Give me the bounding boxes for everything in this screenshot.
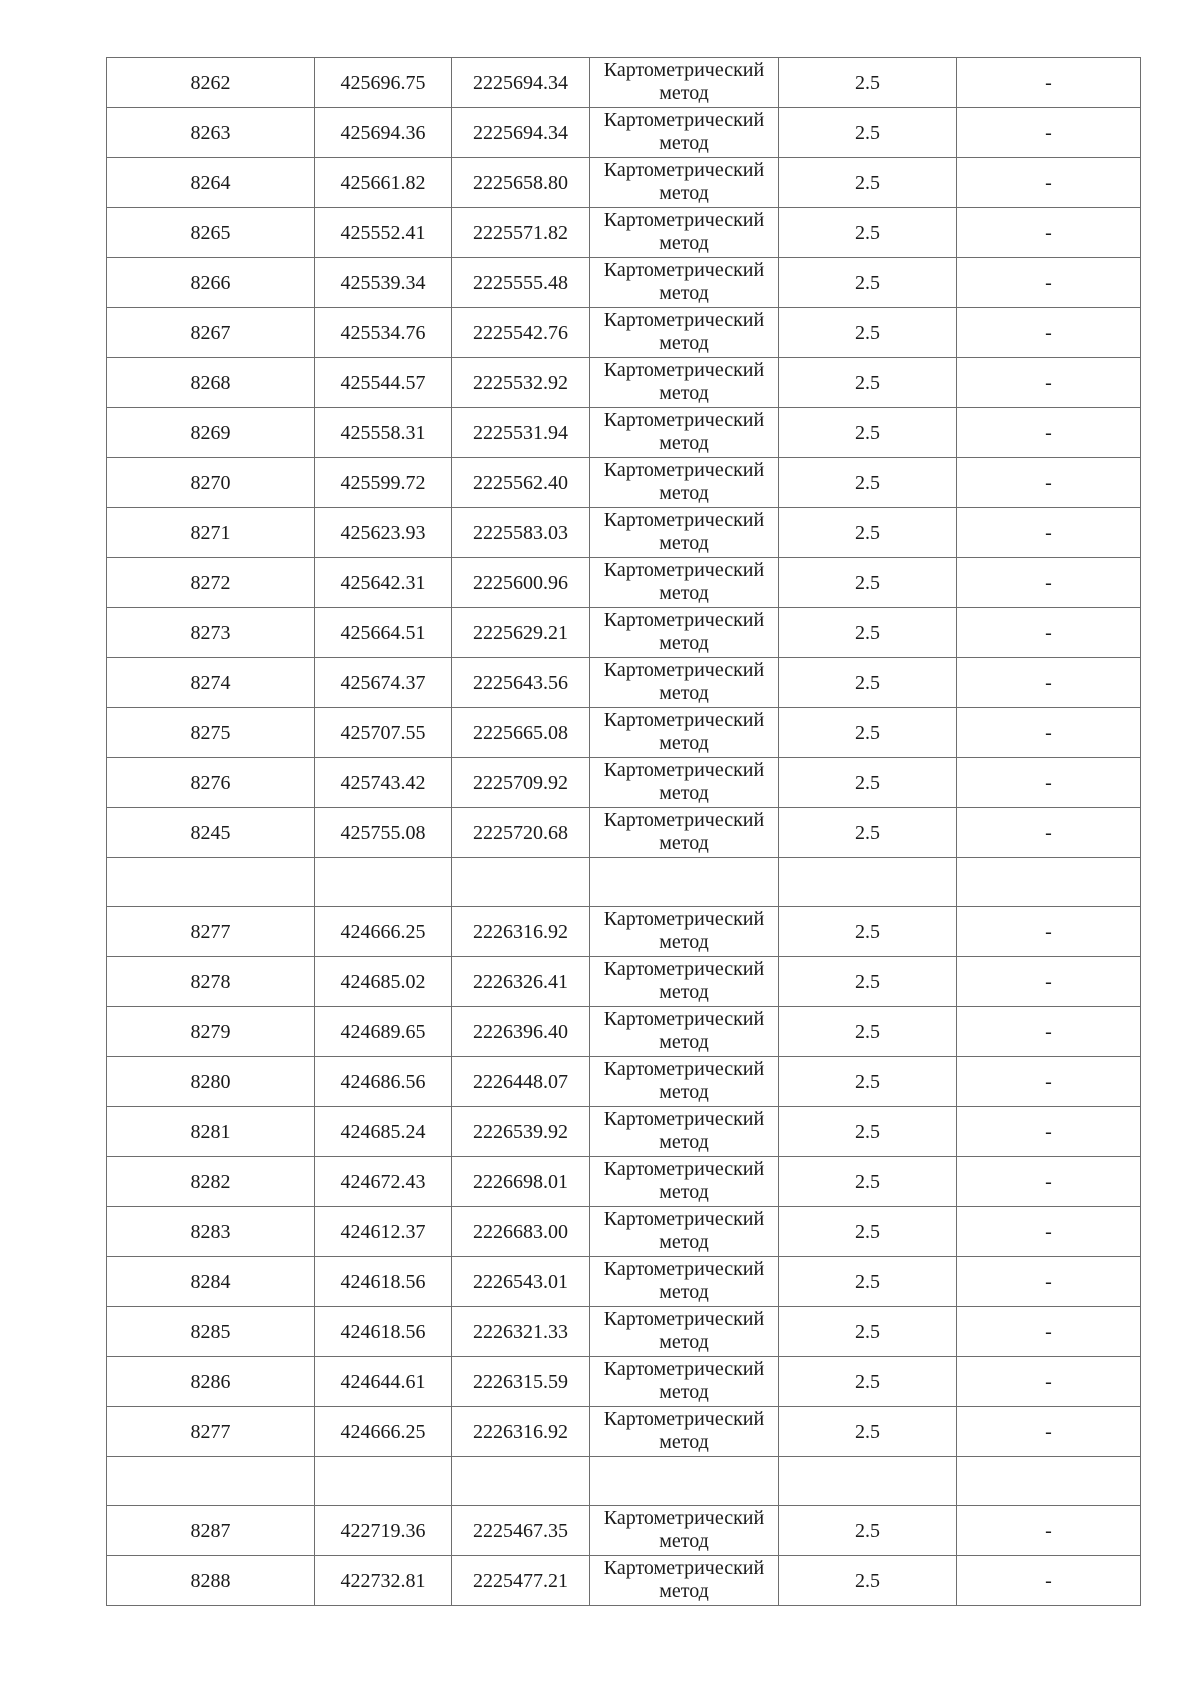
x-coordinate-cell: 422732.81 [315,1556,452,1606]
point-number-cell: 8287 [107,1506,315,1556]
note-cell: - [957,308,1141,358]
x-coordinate-cell: 424644.61 [315,1357,452,1407]
accuracy-cell: 2.5 [779,1407,957,1457]
accuracy-cell: 2.5 [779,1556,957,1606]
method-text-line: Картометрический [603,459,765,481]
note-cell: - [957,957,1141,1007]
x-coordinate-cell: 425694.36 [315,108,452,158]
x-coordinate-cell: 424666.25 [315,907,452,957]
y-coordinate-cell: 2225665.08 [452,708,590,758]
note-cell: - [957,1007,1141,1057]
y-coordinate-cell: 2225643.56 [452,658,590,708]
note-cell: - [957,408,1141,458]
note-cell: - [957,258,1141,308]
note-cell: - [957,508,1141,558]
table-row [107,58,1141,108]
x-coordinate-cell: 425743.42 [315,758,452,808]
method-text-line: Картометрический [603,709,765,731]
table-row [107,658,1141,708]
note-cell: - [957,1506,1141,1556]
method-text-line: метод [659,732,709,754]
point-number-cell: 8283 [107,1207,315,1257]
method-text-line: Картометрический [603,659,765,681]
method-text-line: метод [659,582,709,604]
method-text-line: Картометрический [603,1158,765,1180]
method-cell [590,258,779,308]
y-coordinate-cell: 2226315.59 [452,1357,590,1407]
x-coordinate-cell: 425755.08 [315,808,452,858]
point-number-cell: 8274 [107,658,315,708]
table-row [107,558,1141,608]
table-row [107,408,1141,458]
point-number-cell: 8245 [107,808,315,858]
method-text-line: Картометрический [603,908,765,930]
method-text-line: метод [659,1331,709,1353]
method-text-line: Картометрический [603,1208,765,1230]
method-cell [590,1007,779,1057]
empty-cell [590,858,779,907]
empty-cell [315,858,452,907]
method-text-line: метод [659,682,709,704]
note-cell: - [957,208,1141,258]
empty-cell [107,858,315,907]
x-coordinate-cell: 422719.36 [315,1506,452,1556]
y-coordinate-cell: 2225629.21 [452,608,590,658]
method-cell [590,208,779,258]
accuracy-cell: 2.5 [779,1357,957,1407]
table-row [107,258,1141,308]
point-number-cell: 8277 [107,907,315,957]
y-coordinate-cell: 2225562.40 [452,458,590,508]
point-number-cell: 8271 [107,508,315,558]
note-cell: - [957,458,1141,508]
method-text-line: Картометрический [603,1008,765,1030]
method-text-line: Картометрический [603,1058,765,1080]
method-cell [590,358,779,408]
point-number-cell: 8279 [107,1007,315,1057]
point-number-cell: 8281 [107,1107,315,1157]
method-text-line: метод [659,632,709,654]
accuracy-cell: 2.5 [779,1007,957,1057]
empty-cell [779,1457,957,1506]
point-number-cell: 8288 [107,1556,315,1606]
y-coordinate-cell: 2226539.92 [452,1107,590,1157]
accuracy-cell: 2.5 [779,408,957,458]
note-cell: - [957,158,1141,208]
method-cell [590,1107,779,1157]
y-coordinate-cell: 2225542.76 [452,308,590,358]
x-coordinate-cell: 425664.51 [315,608,452,658]
method-text-line: метод [659,382,709,404]
empty-cell [107,1457,315,1506]
table-row [107,508,1141,558]
accuracy-cell: 2.5 [779,1506,957,1556]
accuracy-cell: 2.5 [779,957,957,1007]
method-cell [590,408,779,458]
note-cell: - [957,708,1141,758]
method-cell [590,907,779,957]
point-number-cell: 8270 [107,458,315,508]
y-coordinate-cell: 2225720.68 [452,808,590,858]
x-coordinate-cell: 425534.76 [315,308,452,358]
method-cell [590,458,779,508]
y-coordinate-cell: 2225694.34 [452,108,590,158]
method-text-line: Картометрический [603,409,765,431]
method-cell [590,1057,779,1107]
x-coordinate-cell: 424686.56 [315,1057,452,1107]
method-text-line: метод [659,232,709,254]
accuracy-cell: 2.5 [779,1057,957,1107]
x-coordinate-cell: 425623.93 [315,508,452,558]
x-coordinate-cell: 425552.41 [315,208,452,258]
point-number-cell: 8264 [107,158,315,208]
empty-cell [957,858,1141,907]
point-number-cell: 8265 [107,208,315,258]
method-cell [590,658,779,708]
accuracy-cell: 2.5 [779,108,957,158]
point-number-cell: 8285 [107,1307,315,1357]
y-coordinate-cell: 2226316.92 [452,1407,590,1457]
y-coordinate-cell: 2225467.35 [452,1506,590,1556]
method-cell [590,1307,779,1357]
table-row [107,108,1141,158]
table-row [107,308,1141,358]
y-coordinate-cell: 2225571.82 [452,208,590,258]
x-coordinate-cell: 424618.56 [315,1307,452,1357]
x-coordinate-cell: 425696.75 [315,58,452,108]
x-coordinate-cell: 424666.25 [315,1407,452,1457]
method-cell [590,608,779,658]
table-row [107,608,1141,658]
table-row [107,808,1141,858]
x-coordinate-cell: 424618.56 [315,1257,452,1307]
y-coordinate-cell: 2226683.00 [452,1207,590,1257]
table-row [107,1407,1141,1457]
note-cell: - [957,1257,1141,1307]
method-cell [590,1157,779,1207]
note-cell: - [957,58,1141,108]
method-cell [590,1207,779,1257]
y-coordinate-cell: 2225658.80 [452,158,590,208]
accuracy-cell: 2.5 [779,608,957,658]
x-coordinate-cell: 424689.65 [315,1007,452,1057]
y-coordinate-cell: 2225555.48 [452,258,590,308]
x-coordinate-cell: 424672.43 [315,1157,452,1207]
table-row [107,1556,1141,1606]
method-text-line: Картометрический [603,809,765,831]
table-row [107,158,1141,208]
accuracy-cell: 2.5 [779,258,957,308]
coordinates-table-body [107,58,1141,1606]
note-cell: - [957,1107,1141,1157]
accuracy-cell: 2.5 [779,658,957,708]
accuracy-cell: 2.5 [779,208,957,258]
table-row [107,208,1141,258]
method-cell [590,58,779,108]
method-text-line: Картометрический [603,209,765,231]
empty-cell [452,1457,590,1506]
point-number-cell: 8277 [107,1407,315,1457]
method-text-line: метод [659,1231,709,1253]
x-coordinate-cell: 425539.34 [315,258,452,308]
method-text-line: метод [659,182,709,204]
y-coordinate-cell: 2225583.03 [452,508,590,558]
accuracy-cell: 2.5 [779,508,957,558]
note-cell: - [957,108,1141,158]
table-row [107,1057,1141,1107]
y-coordinate-cell: 2225694.34 [452,58,590,108]
method-text-line: Картометрический [603,109,765,131]
accuracy-cell: 2.5 [779,558,957,608]
method-cell [590,808,779,858]
y-coordinate-cell: 2226448.07 [452,1057,590,1107]
table-row [107,1357,1141,1407]
method-text-line: метод [659,981,709,1003]
x-coordinate-cell: 425599.72 [315,458,452,508]
accuracy-cell: 2.5 [779,1257,957,1307]
table-row [107,1207,1141,1257]
coordinates-table [106,57,1141,1606]
note-cell: - [957,658,1141,708]
accuracy-cell: 2.5 [779,58,957,108]
note-cell: - [957,1157,1141,1207]
y-coordinate-cell: 2226321.33 [452,1307,590,1357]
point-number-cell: 8267 [107,308,315,358]
table-row [107,1157,1141,1207]
method-text-line: Картометрический [603,259,765,281]
empty-cell [315,1457,452,1506]
method-text-line: метод [659,1580,709,1602]
accuracy-cell: 2.5 [779,358,957,408]
table-row [107,458,1141,508]
point-number-cell: 8268 [107,358,315,408]
method-text-line: метод [659,1081,709,1103]
table-row [107,1007,1141,1057]
table-row [107,1257,1141,1307]
table-row [107,1307,1141,1357]
note-cell: - [957,1307,1141,1357]
y-coordinate-cell: 2226698.01 [452,1157,590,1207]
method-text-line: метод [659,1181,709,1203]
method-text-line: Картометрический [603,609,765,631]
method-text-line: метод [659,1031,709,1053]
empty-cell [957,1457,1141,1506]
method-text-line: Картометрический [603,359,765,381]
method-text-line: метод [659,482,709,504]
method-text-line: Картометрический [603,958,765,980]
point-number-cell: 8263 [107,108,315,158]
method-cell [590,558,779,608]
method-cell [590,1506,779,1556]
x-coordinate-cell: 425661.82 [315,158,452,208]
note-cell: - [957,608,1141,658]
x-coordinate-cell: 424685.02 [315,957,452,1007]
method-text-line: Картометрический [603,559,765,581]
x-coordinate-cell: 425544.57 [315,358,452,408]
method-text-line: Картометрический [603,1557,765,1579]
method-text-line: Картометрический [603,159,765,181]
method-cell [590,308,779,358]
note-cell: - [957,1556,1141,1606]
accuracy-cell: 2.5 [779,758,957,808]
point-number-cell: 8273 [107,608,315,658]
method-cell [590,1257,779,1307]
point-number-cell: 8275 [107,708,315,758]
method-cell [590,158,779,208]
method-text-line: Картометрический [603,759,765,781]
method-text-line: Картометрический [603,1408,765,1430]
note-cell: - [957,1057,1141,1107]
table-row [107,907,1141,957]
method-text-line: Картометрический [603,1258,765,1280]
method-text-line: метод [659,1281,709,1303]
empty-cell [590,1457,779,1506]
accuracy-cell: 2.5 [779,458,957,508]
method-cell [590,708,779,758]
point-number-cell: 8282 [107,1157,315,1207]
y-coordinate-cell: 2226396.40 [452,1007,590,1057]
point-number-cell: 8286 [107,1357,315,1407]
method-text-line: метод [659,782,709,804]
table-row [107,708,1141,758]
note-cell: - [957,1207,1141,1257]
accuracy-cell: 2.5 [779,708,957,758]
method-text-line: Картометрический [603,1507,765,1529]
method-text-line: Картометрический [603,1358,765,1380]
point-number-cell: 8272 [107,558,315,608]
table-row [107,358,1141,408]
method-text-line: метод [659,532,709,554]
point-number-cell: 8278 [107,957,315,1007]
method-cell [590,758,779,808]
method-text-line: Картометрический [603,309,765,331]
y-coordinate-cell: 2226543.01 [452,1257,590,1307]
method-text-line: Картометрический [603,509,765,531]
method-cell [590,1556,779,1606]
method-cell [590,1357,779,1407]
y-coordinate-cell: 2226316.92 [452,907,590,957]
table-row [107,1506,1141,1556]
y-coordinate-cell: 2225709.92 [452,758,590,808]
method-text-line: Картометрический [603,59,765,81]
x-coordinate-cell: 425707.55 [315,708,452,758]
note-cell: - [957,1357,1141,1407]
method-text-line: метод [659,282,709,304]
accuracy-cell: 2.5 [779,808,957,858]
x-coordinate-cell: 424685.24 [315,1107,452,1157]
empty-cell [452,858,590,907]
point-number-cell: 8262 [107,58,315,108]
method-cell [590,1407,779,1457]
point-number-cell: 8284 [107,1257,315,1307]
method-text-line: метод [659,832,709,854]
method-text-line: метод [659,432,709,454]
point-number-cell: 8276 [107,758,315,808]
method-cell [590,508,779,558]
accuracy-cell: 2.5 [779,158,957,208]
note-cell: - [957,808,1141,858]
empty-cell [779,858,957,907]
accuracy-cell: 2.5 [779,1107,957,1157]
method-text-line: метод [659,1131,709,1153]
x-coordinate-cell: 425642.31 [315,558,452,608]
accuracy-cell: 2.5 [779,1207,957,1257]
method-text-line: Картометрический [603,1108,765,1130]
x-coordinate-cell: 425674.37 [315,658,452,708]
method-text-line: метод [659,1381,709,1403]
table-separator-row [107,858,1141,907]
accuracy-cell: 2.5 [779,907,957,957]
note-cell: - [957,358,1141,408]
method-text-line: Картометрический [603,1308,765,1330]
note-cell: - [957,907,1141,957]
method-text-line: метод [659,132,709,154]
table-row [107,758,1141,808]
y-coordinate-cell: 2225531.94 [452,408,590,458]
accuracy-cell: 2.5 [779,1157,957,1207]
x-coordinate-cell: 424612.37 [315,1207,452,1257]
x-coordinate-cell: 425558.31 [315,408,452,458]
note-cell: - [957,758,1141,808]
method-text-line: метод [659,931,709,953]
table-row [107,957,1141,1007]
y-coordinate-cell: 2226326.41 [452,957,590,1007]
method-text-line: метод [659,82,709,104]
accuracy-cell: 2.5 [779,1307,957,1357]
method-text-line: метод [659,1530,709,1552]
table-row [107,1107,1141,1157]
y-coordinate-cell: 2225600.96 [452,558,590,608]
note-cell: - [957,1407,1141,1457]
y-coordinate-cell: 2225477.21 [452,1556,590,1606]
point-number-cell: 8280 [107,1057,315,1107]
point-number-cell: 8266 [107,258,315,308]
method-cell [590,957,779,1007]
point-number-cell: 8269 [107,408,315,458]
method-text-line: метод [659,332,709,354]
table-separator-row [107,1457,1141,1506]
method-cell [590,108,779,158]
note-cell: - [957,558,1141,608]
y-coordinate-cell: 2225532.92 [452,358,590,408]
accuracy-cell: 2.5 [779,308,957,358]
method-text-line: метод [659,1431,709,1453]
